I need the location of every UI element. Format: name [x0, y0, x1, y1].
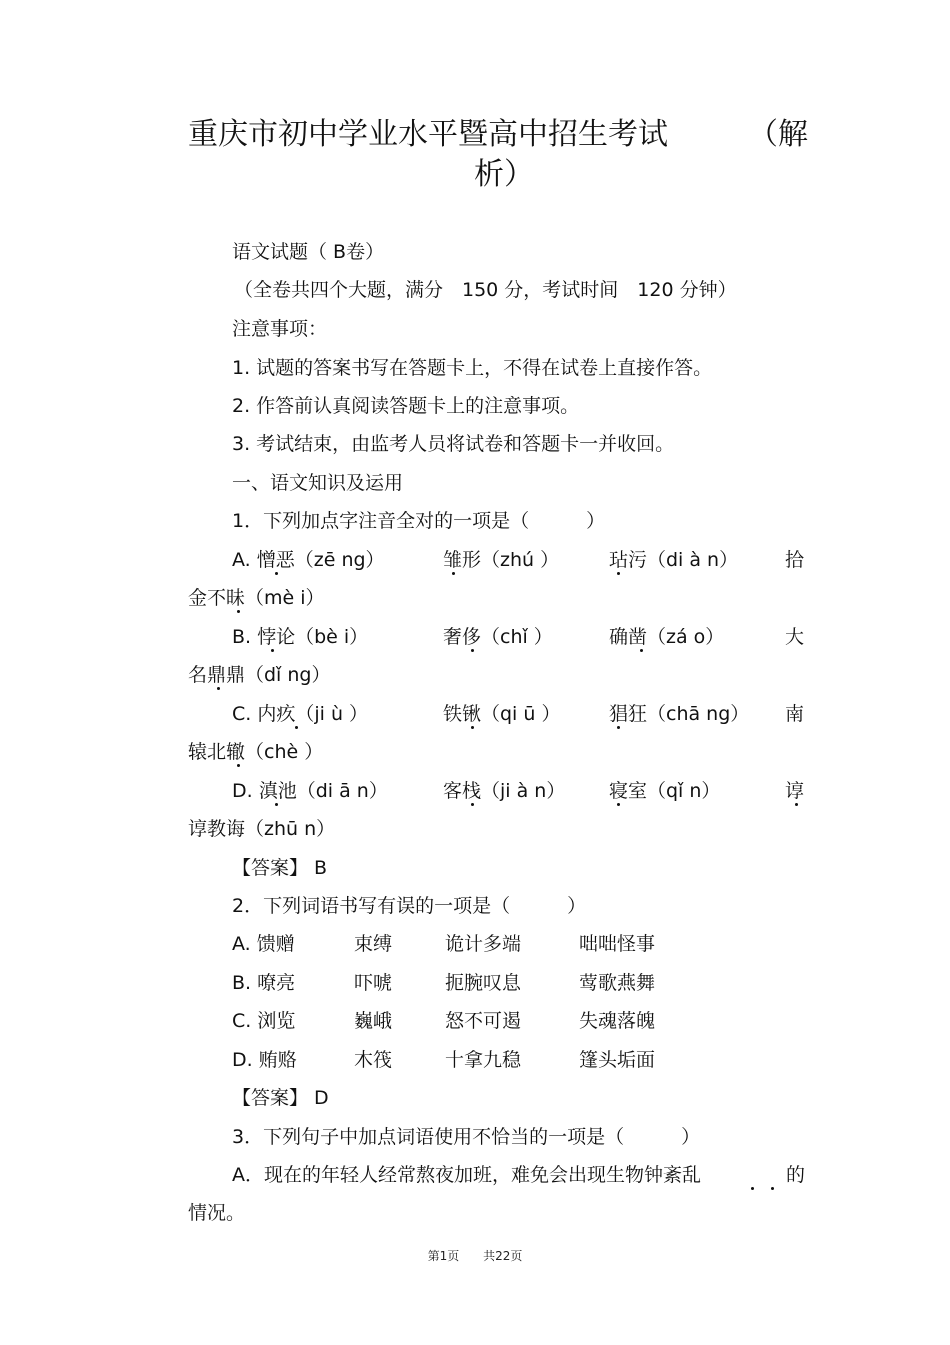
- option-continuation: 辕北辙（chè ）: [188, 741, 324, 763]
- answer: 【答案】 B: [232, 857, 328, 879]
- option-item: 十拿九稳: [445, 1049, 522, 1071]
- option-row-c: [232, 700, 805, 728]
- option-continuation: 谆教诲（zhū n）: [188, 818, 336, 840]
- option-item: A. 馈赠: [232, 933, 295, 955]
- option-item: B. 嘹亮: [232, 972, 296, 994]
- emphasis-dot: [471, 726, 474, 729]
- option-item: 铁锹（qi ū ）: [443, 703, 561, 725]
- title-main: 重庆市初中学业水平暨高中招生考试: [188, 117, 668, 152]
- option-item: 失魂落魄: [579, 1010, 656, 1032]
- emphasis-dot: [237, 764, 240, 767]
- option-item: 确凿（zá o）: [609, 626, 725, 648]
- option-item: 玷污（di à n）: [609, 549, 739, 571]
- option-item: 巍峨: [354, 1010, 393, 1032]
- option-item: 拾: [785, 549, 805, 571]
- emphasis-dot: [640, 649, 643, 652]
- answer: 【答案】 D: [232, 1087, 329, 1109]
- option-item: 束缚: [354, 933, 393, 955]
- option-continuation: 金不昧（mè i）: [188, 587, 325, 609]
- notice-item: 2. 作答前认真阅读答题卡上的注意事项。: [232, 395, 580, 417]
- subject-line: 语文试题（ B卷）: [232, 241, 385, 263]
- emphasis-dot: [275, 572, 278, 575]
- option-item: 怒不可遏: [445, 1010, 522, 1032]
- section-heading: 一、语文知识及运用: [232, 472, 404, 494]
- option-line-a-end: 的: [786, 1164, 806, 1186]
- option-row-c: [232, 1007, 805, 1035]
- option-item: 客栈（ji à n）: [443, 780, 566, 802]
- option-item: 扼腕叹息: [445, 972, 522, 994]
- emphasis-dot: [452, 572, 455, 575]
- option-row-a: [232, 930, 805, 958]
- option-row-b: [232, 969, 805, 997]
- option-item: 南: [785, 703, 805, 725]
- option-item: 大: [785, 626, 805, 648]
- option-row-d: [232, 777, 805, 805]
- page-number: 第1页: [427, 1249, 460, 1263]
- emphasis-dot: [617, 726, 620, 729]
- emphasis-dot: [471, 649, 474, 652]
- option-continuation: 情况。: [188, 1202, 246, 1224]
- question-stem: 1．下列加点字注音全对的一项是（ ）: [232, 510, 606, 532]
- option-row-a: [232, 546, 805, 574]
- option-item: C. 内疚（ji ù ）: [232, 703, 369, 725]
- emphasis-dot: [751, 1187, 754, 1190]
- title-line-2: 析）: [474, 157, 534, 192]
- title-tail: （解: [748, 117, 808, 152]
- emphasis-dot: [471, 803, 474, 806]
- option-item: 吓唬: [354, 972, 393, 994]
- emphasis-dot: [771, 1187, 774, 1190]
- emphasis-dot: [271, 649, 274, 652]
- option-item: C. 浏览: [232, 1010, 296, 1032]
- option-item: 谆: [785, 780, 805, 802]
- option-item: 木筏: [354, 1049, 393, 1071]
- option-item: 寝室（qǐ n）: [609, 780, 721, 802]
- notice-item: 1. 试题的答案书写在答题卡上，不得在试卷上直接作答。: [232, 357, 713, 379]
- emphasis-dot: [617, 572, 620, 575]
- option-item: D. 滇池（di ā n）: [232, 780, 388, 802]
- option-item: 雏形（zhú ）: [443, 549, 560, 571]
- option-item: 诡计多端: [445, 933, 522, 955]
- emphasis-dot: [617, 803, 620, 806]
- question-stem: 3．下列句子中加点词语使用不恰当的一项是（ ）: [232, 1126, 701, 1148]
- page-footer: [0, 1248, 950, 1264]
- option-item: 奢侈（chǐ ）: [443, 626, 553, 648]
- option-row-b: [232, 623, 805, 651]
- emphasis-dot: [237, 610, 240, 613]
- option-item: 咄咄怪事: [579, 933, 656, 955]
- question-stem: 2．下列词语书写有误的一项是（ ）: [232, 895, 587, 917]
- option-line-a: A．现在的年轻人经常熬夜加班，难免会出现生物钟紊乱: [232, 1164, 701, 1186]
- notice-item: 3. 考试结束，由监考人员将试卷和答题卡一并收回。: [232, 433, 675, 455]
- notice-heading: 注意事项：: [232, 318, 328, 340]
- option-continuation: 名鼎鼎（dǐ ng）: [188, 664, 331, 686]
- title-line-1: [188, 115, 808, 155]
- option-row-d: [232, 1046, 805, 1074]
- option-item: D. 贿赂: [232, 1049, 297, 1071]
- option-item: 猖狂（chā ng）: [609, 703, 750, 725]
- exam-info: （全卷共四个大题，满分 150 分，考试时间 120 分钟）: [234, 279, 737, 301]
- emphasis-dot: [795, 803, 798, 806]
- option-item: 篷头垢面: [579, 1049, 656, 1071]
- emphasis-dot: [275, 803, 278, 806]
- option-item: 莺歌燕舞: [579, 972, 656, 994]
- page-total: 共22页: [483, 1249, 523, 1263]
- emphasis-dot: [295, 726, 298, 729]
- emphasis-dot: [217, 687, 220, 690]
- option-item: B. 悖论（bè i）: [232, 626, 369, 648]
- option-item: A. 憎恶（zē ng）: [232, 549, 385, 571]
